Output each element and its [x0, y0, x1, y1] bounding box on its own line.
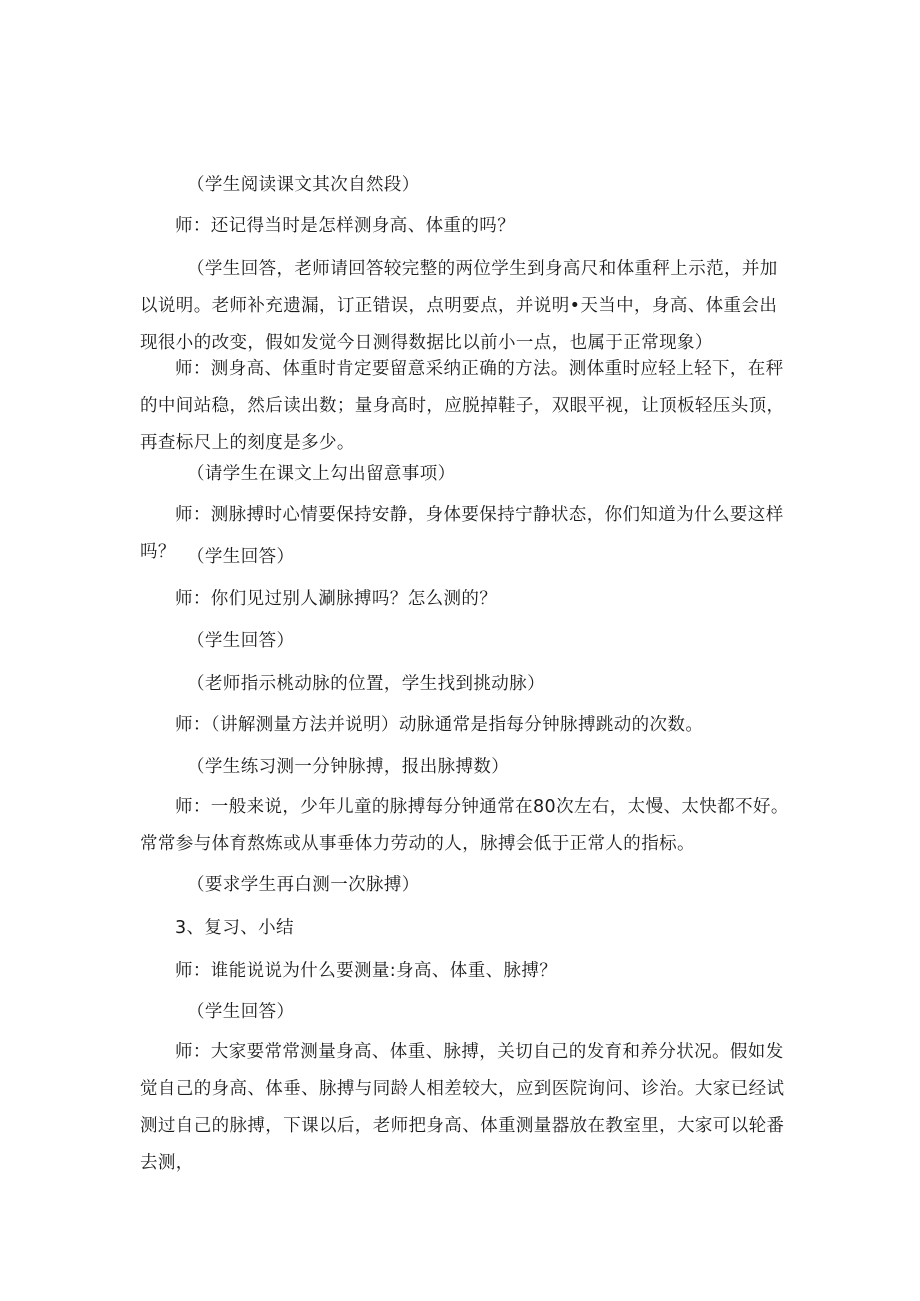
paragraph-10: （老师指示桃动脉的位置，学生找到挑动脉）	[187, 674, 545, 694]
paragraph-9: （学生回答）	[187, 631, 295, 651]
paragraph-12: （学生练习测一分钟脉搏，报出脉搏数）	[187, 757, 510, 777]
paragraph-5: （请学生在课文上勾出留意事项）	[187, 464, 456, 484]
section-heading: 3、复习、小结	[175, 918, 294, 938]
paragraph-15: 师：谁能说说为什么要测量:身高、体重、脉搏？	[175, 961, 558, 981]
paragraph-16: （学生回答）	[187, 1002, 295, 1022]
paragraph-13: 师：一般来说，少年儿童的脉搏每分钟通常在80次左右，太慢、太快都不好。常常参与体育熬炼或从事垂体力劳动的人，脉搏会低于正常人的指标。	[140, 797, 789, 854]
paragraph-11: 师：（讲解测量方法并说明）动脉通常是指每分钟脉搏跳动的次数。	[175, 715, 704, 735]
paragraph-8: 师：你们见过别人涮脉搏吗？怎么测的？	[175, 589, 498, 609]
paragraph-14: （要求学生再白测一次脉搏）	[187, 875, 420, 895]
paragraph-7: （学生回答）	[187, 547, 295, 567]
paragraph-6: 师：测脉搏时心情要保持安静，身体要保持宁静状态，你们知道为什么要这样吗？	[140, 505, 784, 562]
paragraph-3: （学生回答，老师请回答较完整的两位学生到身高尺和体重秤上示范，并加以说明。老师补充遗漏，订正错误，点明要点，并说明•天当中，身高、体重会出现很小的改变，假如发觉今日测得数据比以前小一点，也属于正常现象）	[140, 259, 778, 353]
paragraph-1: （学生阅读课文其次自然段）	[187, 175, 420, 195]
paragraph-17: 师：大家要常常测量身高、体重、脉搏，关切自己的发育和养分状况。假如发觉自己的身高、体垂、脉搏与同龄人相差较大，应到医院询问、诊治。大家已经试测过自己的脉搏，下课以后，老师把身高、体重测量器放在教室里，大家可以轮番去测，	[140, 1042, 785, 1173]
paragraph-2: 师：还记得当时是怎样测身高、体重的吗？	[175, 216, 516, 236]
paragraph-4: 师：测身高、体重时肯定要留意采纳正确的方法。测体重时应轻上轻下，在秤的中间站稳，然后读出数；量身高时，应脱掉鞋子，双眼平视，让顶板轻压头顶，再查标尺上的刻度是多少。	[140, 359, 785, 453]
